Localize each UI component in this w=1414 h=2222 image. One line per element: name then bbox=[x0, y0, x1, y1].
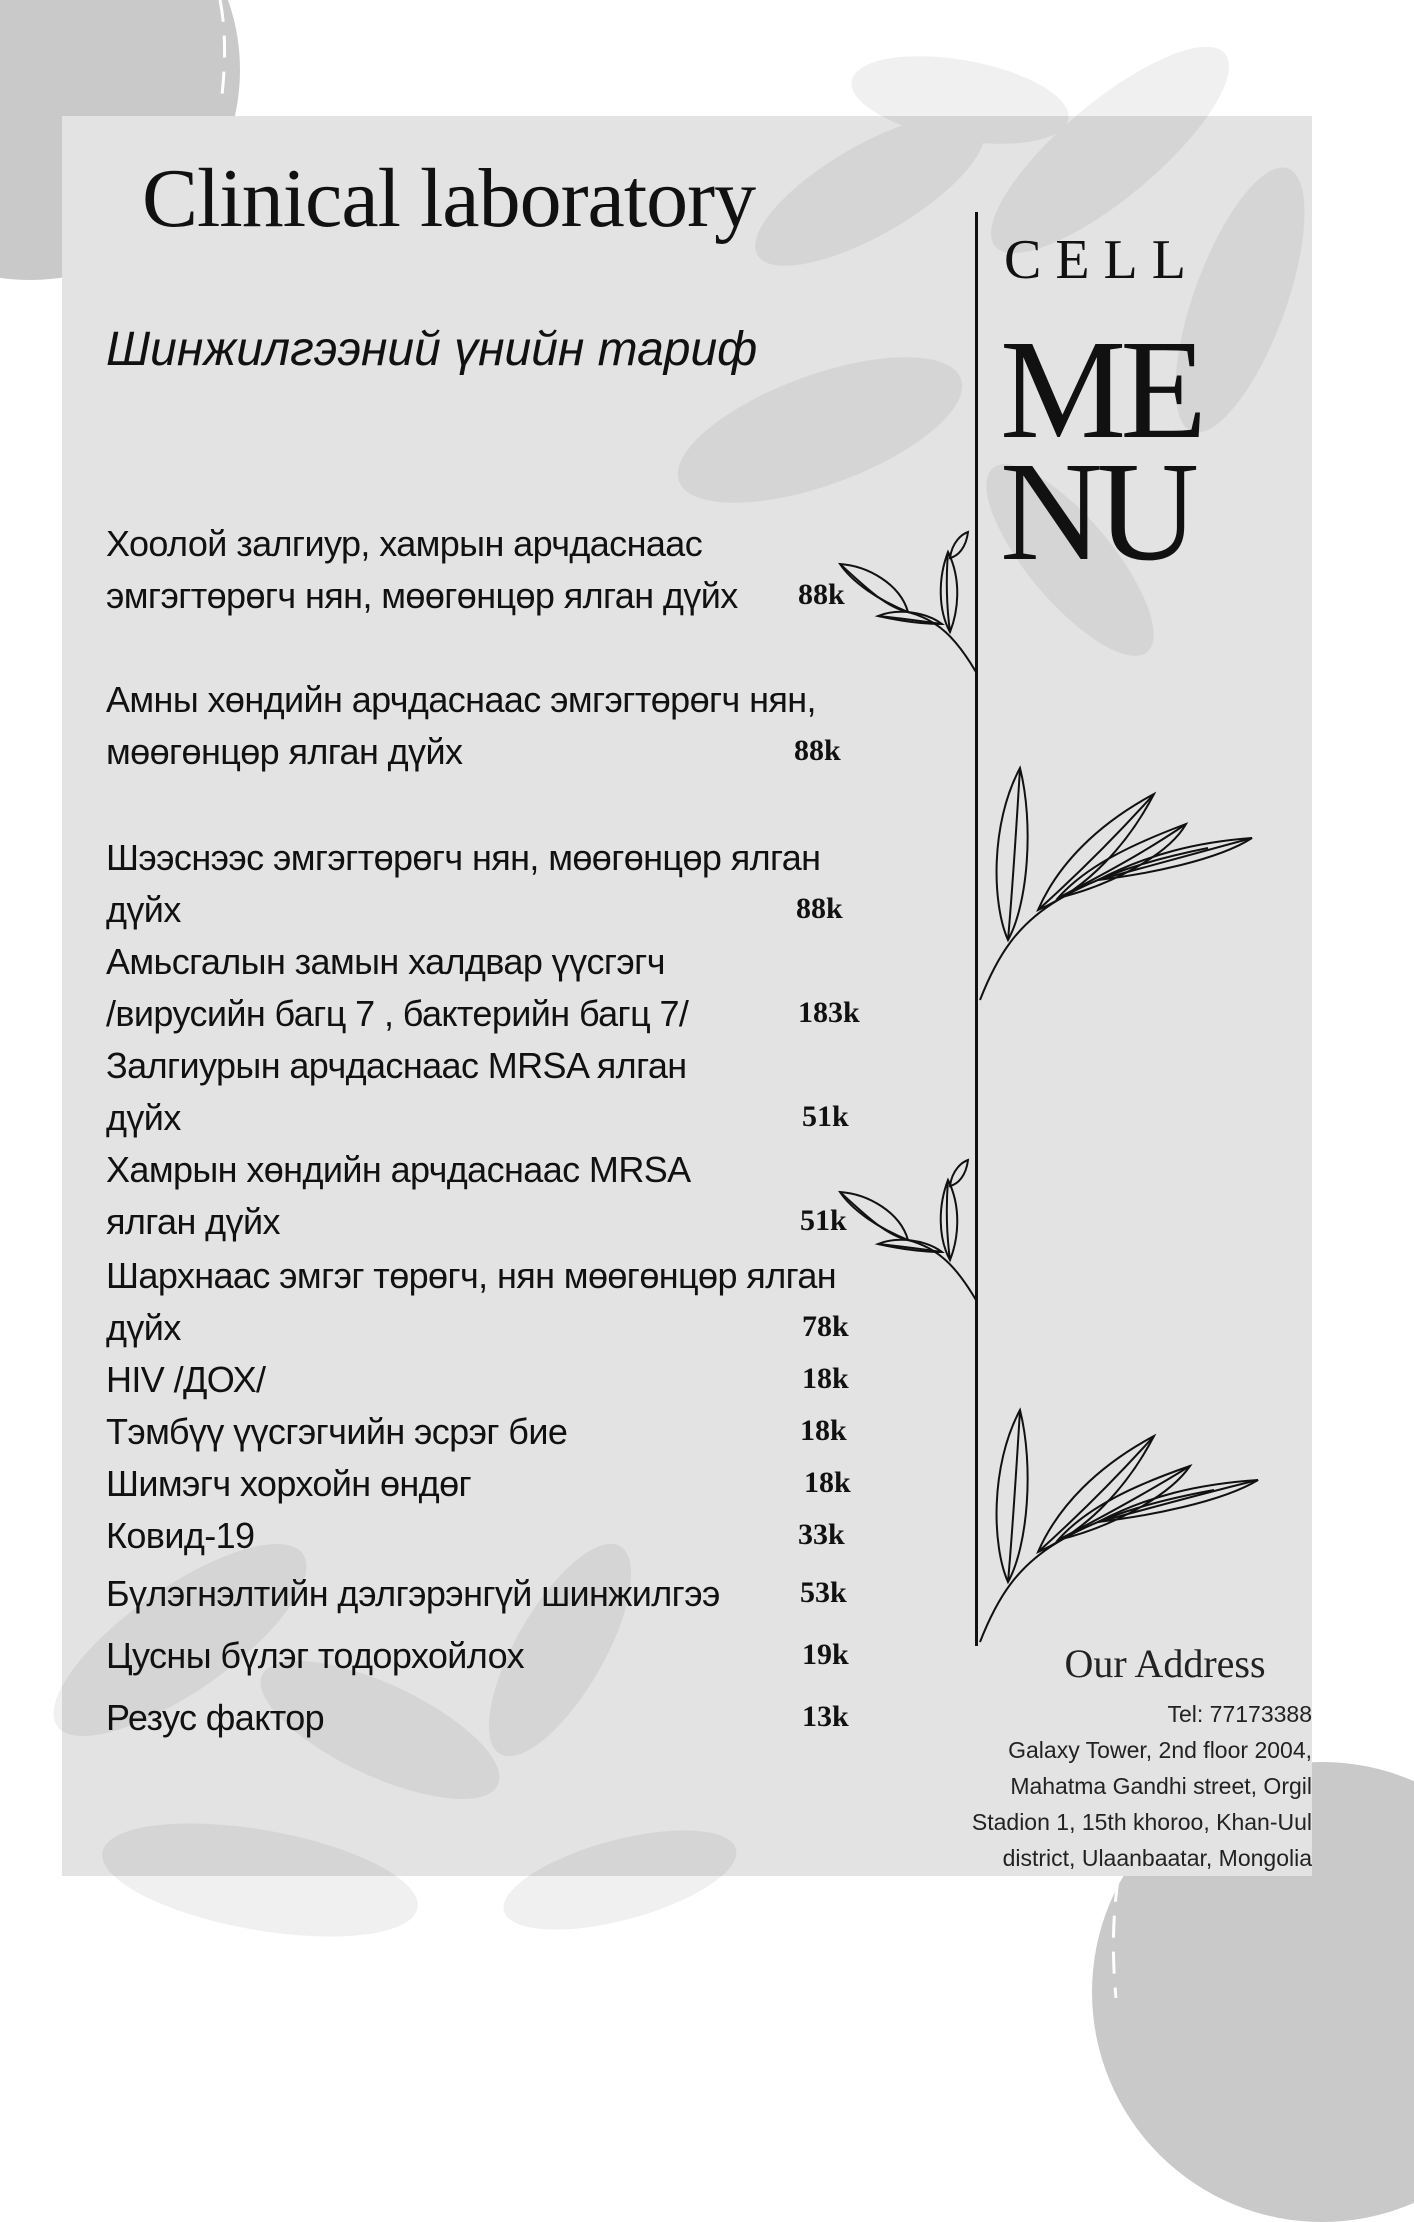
menu-item-price: 78k bbox=[802, 1310, 849, 1343]
menu-item bbox=[106, 1510, 254, 1562]
dashed-stitch-decoration bbox=[206, 0, 236, 100]
menu-item-text: Шархнаас эмгэг төрөгч, нян мөөгөнцөр ялган bbox=[106, 1255, 837, 1296]
menu-item-text: Хамрын хөндийн арчдаснаас MRSA bbox=[106, 1149, 691, 1190]
leaf-sprig-icon bbox=[838, 1156, 988, 1304]
menu-item-price: 18k bbox=[804, 1466, 851, 1499]
menu-item-price: 88k bbox=[794, 734, 841, 767]
page-subtitle: Шинжилгээний үнийн тариф bbox=[106, 323, 758, 376]
menu-item bbox=[106, 1458, 471, 1510]
address-line: Stadion 1, 15th khoroo, Khan-Uul bbox=[971, 1809, 1312, 1835]
brand-menu-line-2: NU bbox=[1000, 432, 1194, 590]
menu-item-text: Ковид-19 bbox=[106, 1515, 255, 1556]
menu-item-text: Залгиурын арчдаснаас MRSA ялган bbox=[106, 1045, 687, 1086]
menu-item-price: 33k bbox=[798, 1518, 845, 1551]
menu-item-text: Амьсгалын замын халдвар үүсгэгч bbox=[106, 941, 665, 982]
leaf-branch-icon bbox=[978, 1406, 1264, 1646]
brand-cell: CELL bbox=[1004, 229, 1200, 291]
address-line: district, Ulaanbaatar, Mongolia bbox=[1002, 1845, 1312, 1871]
menu-item bbox=[106, 1630, 524, 1682]
menu-item bbox=[106, 1144, 691, 1248]
menu-item-text: Резус фактор bbox=[106, 1697, 325, 1738]
menu-item-price: 88k bbox=[798, 578, 845, 611]
address-line: Mahatma Gandhi street, Orgil bbox=[1010, 1773, 1312, 1799]
address-phone: Tel: 77173388 bbox=[1167, 1701, 1312, 1727]
menu-item-text: эмгэгтөрөгч нян, мөөгөнцөр ялган дүйх bbox=[106, 575, 738, 616]
menu-item bbox=[106, 1250, 836, 1354]
menu-item-text: Хоолой залгиур, хамрын арчдаснаас bbox=[106, 523, 703, 564]
menu-item bbox=[106, 1040, 687, 1144]
leaf-sprig-icon bbox=[838, 528, 988, 676]
menu-item-text: Тэмбүү үүсгэгчийн эсрэг бие bbox=[106, 1411, 568, 1452]
menu-item bbox=[106, 1568, 720, 1620]
menu-item-text: Амны хөндийн арчдаснаас эмгэгтөрөгч нян, bbox=[106, 679, 816, 720]
menu-item-text: Цусны бүлэг тодорхойлох bbox=[106, 1635, 525, 1676]
menu-item-text: дүйх bbox=[106, 1097, 181, 1138]
address-heading: Our Address bbox=[1064, 1641, 1266, 1686]
menu-item-text: Шимэгч хорхойн өндөг bbox=[106, 1463, 472, 1504]
menu-item-price: 51k bbox=[802, 1100, 849, 1133]
menu-item-text: ялган дүйх bbox=[106, 1201, 280, 1242]
menu-item-price: 51k bbox=[800, 1204, 847, 1237]
menu-item-text: дүйх bbox=[106, 889, 181, 930]
menu-item-text: Бүлэгнэлтийн дэлгэрэнгүй шинжилгээ bbox=[106, 1573, 720, 1614]
menu-item-price: 13k bbox=[802, 1700, 849, 1733]
menu-item bbox=[106, 1692, 324, 1744]
menu-item-text: HIV /ДОХ/ bbox=[106, 1359, 266, 1400]
menu-item bbox=[106, 1354, 265, 1406]
menu-item-text: мөөгөнцөр ялган дүйх bbox=[106, 731, 463, 772]
menu-item-price: 18k bbox=[802, 1362, 849, 1395]
brand-menu-line-1: ME bbox=[1000, 310, 1201, 468]
menu-item-text: дүйх bbox=[106, 1307, 181, 1348]
menu-item-price: 18k bbox=[800, 1414, 847, 1447]
menu-item-price: 183k bbox=[798, 996, 860, 1029]
menu-item bbox=[106, 832, 820, 936]
menu-item bbox=[106, 674, 816, 778]
menu-item bbox=[106, 936, 688, 1040]
dashed-stitch-decoration bbox=[1100, 1880, 1130, 2000]
menu-item-price: 88k bbox=[796, 892, 843, 925]
menu-item bbox=[106, 1406, 567, 1458]
page-title: Clinical laboratory bbox=[142, 152, 756, 245]
menu-item-price: 53k bbox=[800, 1576, 847, 1609]
menu-item bbox=[106, 518, 738, 622]
menu-item-text: Шээснээс эмгэгтөрөгч нян, мөөгөнцөр ялган bbox=[106, 837, 821, 878]
leaf-branch-icon bbox=[978, 764, 1258, 1004]
menu-item-price: 19k bbox=[802, 1638, 849, 1671]
menu-item-text: /вирусийн багц 7 , бактерийн багц 7/ bbox=[106, 993, 689, 1034]
address-line: Galaxy Tower, 2nd floor 2004, bbox=[1008, 1737, 1312, 1763]
